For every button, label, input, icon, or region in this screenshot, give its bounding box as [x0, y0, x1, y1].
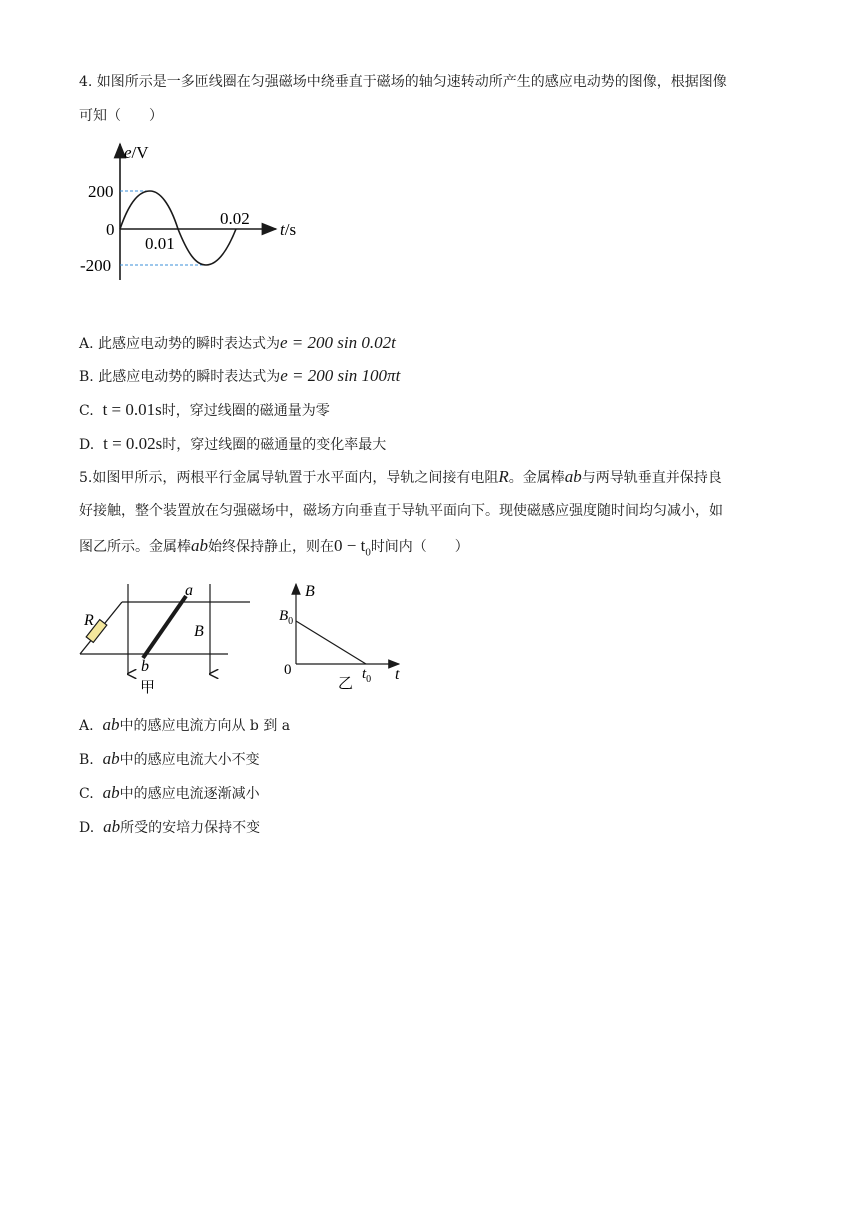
- q5-stem-line1: 5.如图甲所示，两根平行金属导轨置于水平面内，导轨之间接有电阻R。金属棒ab与两导轨垂直并保持良: [79, 467, 722, 486]
- q4-emf-graph: [78, 138, 318, 288]
- q5-yi-label-t: t: [395, 666, 400, 683]
- q5-stem-line2: 好接触，整个装置放在匀强磁场中，磁场方向垂直于导轨平面向下。现使磁感应强度随时间均匀减小，如: [79, 503, 723, 519]
- q4-y-tick-min: -200: [80, 256, 112, 275]
- q5-label-b: b: [141, 658, 149, 675]
- q5-yi-origin: 0: [284, 662, 292, 678]
- q5-metal-rod: [143, 596, 186, 658]
- q4-stem-line1: 4. 如图所示是一多匝线圈在匀强磁场中绕垂直于磁场的轴匀速转动所产生的感应电动势的图像，根据图像: [79, 74, 727, 90]
- q4-origin: 0: [106, 220, 115, 239]
- q5-option-b: B. ab中的感应电流大小不变: [79, 749, 260, 768]
- q5-option-c: C. ab中的感应电流逐渐减小: [79, 783, 260, 802]
- q5-label-a: a: [185, 582, 193, 599]
- q5-yi-label-B: B: [305, 583, 315, 600]
- q5-option-a: A. ab中的感应电流方向从 b 到 a: [79, 715, 291, 734]
- q5-label-B: B: [194, 623, 204, 640]
- q4-stem-line2: 可知（ ）: [79, 108, 163, 124]
- q4-y-label: e/V: [124, 143, 149, 162]
- q4-x-tick-001: 0.01: [145, 234, 175, 253]
- q5-caption-yi: 乙: [338, 676, 354, 690]
- q4-x-label: t/s: [280, 220, 297, 239]
- q4-option-d: D. t = 0.02s时，穿过线圈的磁通量的变化率最大: [79, 434, 387, 453]
- q4-y-tick-max: 200: [88, 182, 114, 201]
- q5-yi-label-B0: $B_0$: [279, 608, 294, 627]
- q5-b-decrease-line: [296, 621, 366, 664]
- q4-option-b: B. 此感应电动势的瞬时表达式为e = 200 sin 100πt: [79, 366, 401, 385]
- q5-fig-yi: [278, 580, 413, 690]
- q4-x-tick-002: 0.02: [220, 209, 250, 228]
- q4-option-a: A. 此感应电动势的瞬时表达式为e = 200 sin 0.02t: [79, 333, 396, 352]
- q4-sine-curve: [120, 191, 236, 265]
- q5-stem-line3: 图乙所示。金属棒ab始终保持静止，则在$0 - t_0$时间内（ ）: [79, 536, 469, 559]
- q5-fig-jia: [78, 578, 263, 698]
- q5-label-R: R: [84, 612, 94, 629]
- q5-option-d: D. ab所受的安培力保持不变: [79, 817, 261, 836]
- q5-caption-jia: 甲: [140, 680, 156, 696]
- q4-option-c: C. t = 0.01s时，穿过线圈的磁通量为零: [79, 400, 330, 419]
- q5-yi-label-t0: $t_0$: [362, 666, 372, 685]
